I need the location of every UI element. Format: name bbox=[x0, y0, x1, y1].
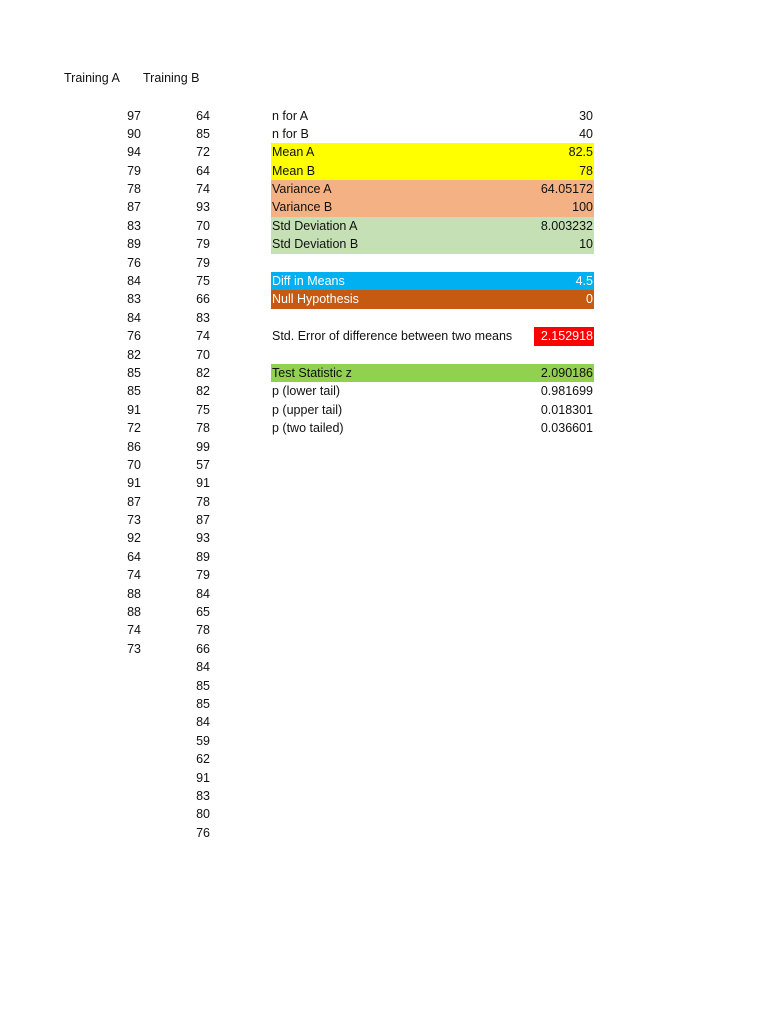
training-b-value: 62 bbox=[196, 752, 210, 767]
training-b-value: 84 bbox=[196, 660, 210, 675]
stat-value: 10 bbox=[579, 237, 593, 252]
stat-label: Mean A bbox=[272, 145, 315, 160]
stat-value: 8.003232 bbox=[540, 218, 593, 233]
training-b-value: 89 bbox=[196, 549, 210, 564]
training-b-value: 78 bbox=[196, 421, 210, 436]
training-b-value: 66 bbox=[196, 641, 210, 656]
training-b-value: 82 bbox=[196, 365, 210, 380]
training-a-value: 70 bbox=[127, 457, 141, 472]
stat-row-n-a bbox=[271, 107, 594, 125]
training-b-value: 66 bbox=[196, 292, 210, 307]
stat-row-variance-b bbox=[271, 198, 594, 216]
training-a-value: 73 bbox=[127, 513, 141, 528]
training-b-column bbox=[150, 107, 210, 843]
training-a-value: 84 bbox=[127, 274, 141, 289]
training-b-value: 57 bbox=[196, 457, 210, 472]
training-b-value: 59 bbox=[196, 733, 210, 748]
stat-row-p-lower bbox=[271, 382, 594, 400]
header-training-b: Training B bbox=[143, 71, 200, 85]
stat-value: 0.018301 bbox=[540, 402, 593, 417]
stat-label: Mean B bbox=[272, 163, 316, 178]
training-b-value: 83 bbox=[196, 310, 210, 325]
training-a-value: 82 bbox=[127, 347, 141, 362]
training-b-value: 75 bbox=[196, 402, 210, 417]
training-a-value: 84 bbox=[127, 310, 141, 325]
training-b-value: 85 bbox=[196, 678, 210, 693]
stat-row-n-b bbox=[271, 125, 594, 143]
stat-row-p-two-tailed bbox=[271, 419, 594, 437]
stat-value: 4.5 bbox=[575, 274, 593, 289]
training-a-value: 85 bbox=[127, 365, 141, 380]
training-b-value: 79 bbox=[196, 568, 210, 583]
training-b-value: 76 bbox=[196, 825, 210, 840]
stat-value: 0.036601 bbox=[540, 421, 593, 436]
training-a-value: 73 bbox=[127, 641, 141, 656]
stat-row-std-dev-a bbox=[271, 217, 594, 235]
stat-row-std-error bbox=[271, 327, 594, 345]
training-b-value: 64 bbox=[196, 108, 210, 123]
training-a-value: 91 bbox=[127, 476, 141, 491]
training-a-value: 90 bbox=[127, 126, 141, 141]
training-b-value: 70 bbox=[196, 218, 210, 233]
stat-row-test-statistic-z bbox=[271, 364, 594, 382]
stat-row-null-hypothesis bbox=[271, 290, 594, 308]
stat-label: Variance A bbox=[272, 182, 332, 197]
training-a-value: 83 bbox=[127, 292, 141, 307]
training-b-value: 74 bbox=[196, 329, 210, 344]
training-b-value: 83 bbox=[196, 788, 210, 803]
stat-value-highlight: 2.152918 bbox=[534, 327, 594, 345]
training-a-value: 85 bbox=[127, 384, 141, 399]
training-a-value: 87 bbox=[127, 200, 141, 215]
stat-label: p (lower tail) bbox=[272, 384, 341, 399]
training-a-value: 91 bbox=[127, 402, 141, 417]
stat-value: 2.090186 bbox=[540, 365, 593, 380]
training-b-value: 64 bbox=[196, 163, 210, 178]
training-b-value: 79 bbox=[196, 237, 210, 252]
training-a-value: 88 bbox=[127, 605, 141, 620]
stat-value: 64.05172 bbox=[540, 182, 593, 197]
spacer-row bbox=[271, 346, 594, 364]
training-b-value: 80 bbox=[196, 807, 210, 822]
training-a-value: 72 bbox=[127, 421, 141, 436]
training-a-value: 89 bbox=[127, 237, 141, 252]
training-a-value: 74 bbox=[127, 623, 141, 638]
stat-label: Std. Error of difference between two means bbox=[272, 329, 513, 344]
training-b-value: 70 bbox=[196, 347, 210, 362]
training-a-value: 87 bbox=[127, 494, 141, 509]
training-b-value: 91 bbox=[196, 476, 210, 491]
training-b-value: 91 bbox=[196, 770, 210, 785]
stat-row-variance-a bbox=[271, 180, 594, 198]
training-a-value: 88 bbox=[127, 586, 141, 601]
stat-row-mean-a bbox=[271, 143, 594, 161]
training-b-value: 87 bbox=[196, 513, 210, 528]
stat-label: p (two tailed) bbox=[272, 421, 344, 436]
stat-value: 78 bbox=[579, 163, 593, 178]
spacer-row bbox=[271, 254, 594, 272]
statistics-table bbox=[271, 107, 594, 438]
stat-label: Variance B bbox=[272, 200, 333, 215]
stat-label: n for A bbox=[272, 108, 309, 123]
stat-value: 0.981699 bbox=[540, 384, 593, 399]
training-b-value: 78 bbox=[196, 494, 210, 509]
stat-value: 82.5 bbox=[568, 145, 593, 160]
header-training-a: Training A bbox=[64, 71, 120, 85]
training-a-value: 76 bbox=[127, 255, 141, 270]
training-b-value: 85 bbox=[196, 697, 210, 711]
training-a-value: 86 bbox=[127, 439, 141, 454]
training-b-value: 65 bbox=[196, 605, 210, 620]
training-b-value: 75 bbox=[196, 274, 210, 289]
training-a-value: 97 bbox=[127, 108, 141, 123]
training-b-value: 78 bbox=[196, 623, 210, 638]
stat-row-p-upper bbox=[271, 401, 594, 419]
stat-row-std-dev-b bbox=[271, 235, 594, 253]
training-b-value: 72 bbox=[196, 145, 210, 160]
training-b-value: 93 bbox=[196, 200, 210, 215]
stat-row-mean-b bbox=[271, 162, 594, 180]
training-b-value: 74 bbox=[196, 182, 210, 197]
stat-label: Test Statistic z bbox=[272, 365, 352, 380]
training-b-value: 84 bbox=[196, 586, 210, 601]
stat-label: n for B bbox=[272, 126, 309, 141]
training-a-value: 64 bbox=[127, 549, 141, 564]
stat-label: p (upper tail) bbox=[272, 402, 343, 417]
training-b-value: 84 bbox=[196, 715, 210, 730]
spacer-row bbox=[271, 309, 594, 327]
training-b-value: 93 bbox=[196, 531, 210, 546]
training-b-value: 79 bbox=[196, 255, 210, 270]
stat-label: Std Deviation B bbox=[272, 237, 359, 252]
training-a-value: 83 bbox=[127, 218, 141, 233]
stat-label: Diff in Means bbox=[272, 274, 345, 289]
stat-label: Null Hypothesis bbox=[272, 292, 359, 307]
training-a-value: 74 bbox=[127, 568, 141, 583]
stat-value: 40 bbox=[579, 126, 593, 141]
training-b-value: 85 bbox=[196, 126, 210, 141]
stat-row-diff-in-means bbox=[271, 272, 594, 290]
training-b-value: 82 bbox=[196, 384, 210, 399]
training-a-value: 76 bbox=[127, 329, 141, 344]
stat-value: 0 bbox=[586, 292, 593, 307]
stat-label: Std Deviation A bbox=[272, 218, 358, 233]
stat-value: 30 bbox=[579, 108, 593, 123]
training-a-value: 92 bbox=[127, 531, 141, 546]
training-b-value: 99 bbox=[196, 439, 210, 454]
training-a-value: 79 bbox=[127, 163, 141, 178]
training-a-column bbox=[81, 107, 141, 659]
stat-value: 100 bbox=[572, 200, 593, 215]
training-a-value: 78 bbox=[127, 182, 141, 197]
training-a-value: 94 bbox=[127, 145, 141, 160]
